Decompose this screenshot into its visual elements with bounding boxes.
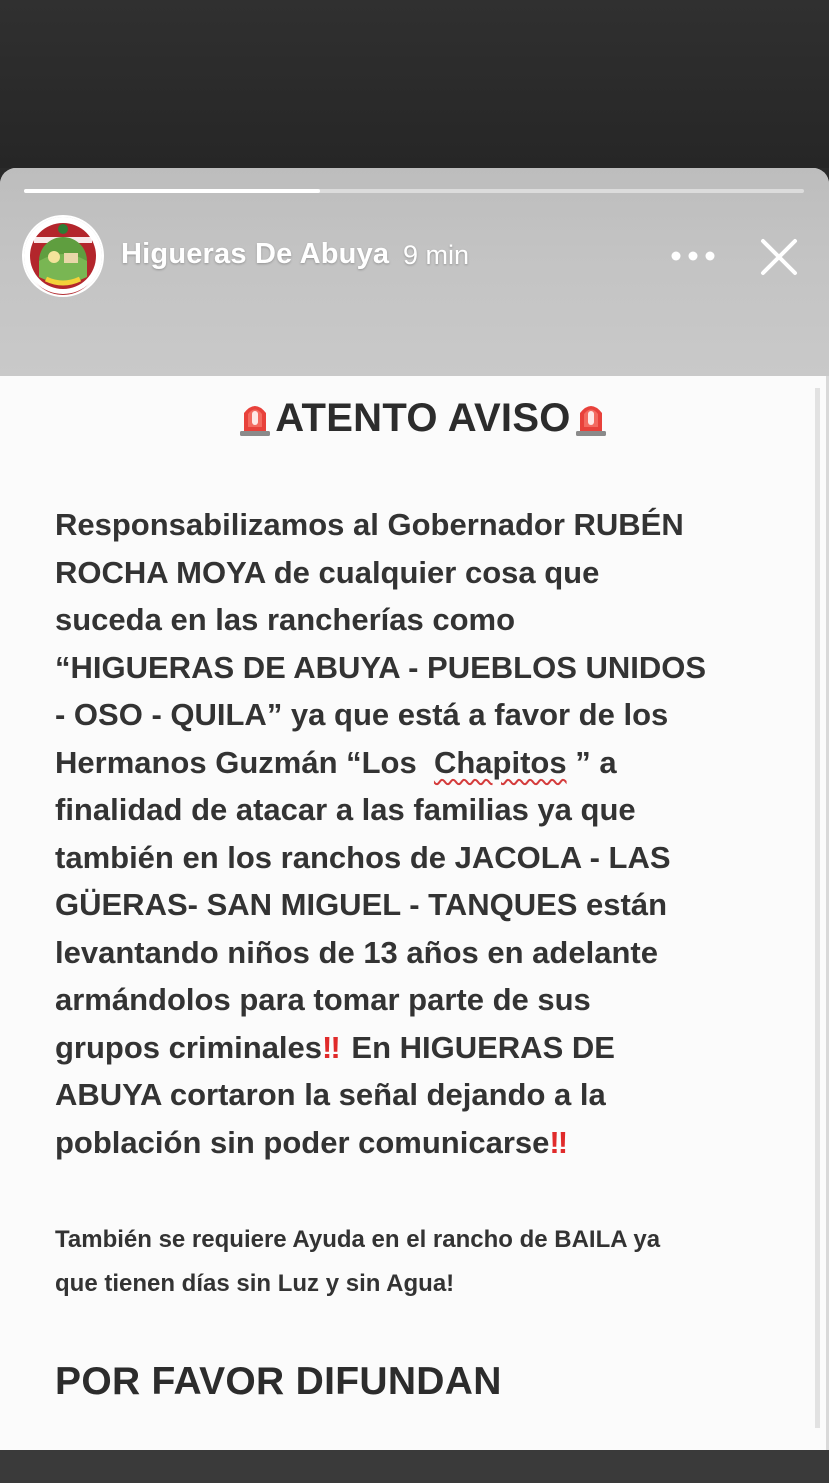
post-time: 9 min: [403, 240, 470, 270]
body-line: Responsabilizamos al Gobernador RUBÉN: [55, 507, 684, 542]
body-line: levantando niños de 13 años en adelante: [55, 934, 658, 970]
post-heading-text: ATENTO AVISO: [275, 396, 571, 440]
account-avatar[interactable]: [24, 217, 102, 295]
more-dots-icon[interactable]: [670, 246, 716, 266]
story-progress-fill: [24, 189, 320, 193]
story-progress-bar: [24, 189, 804, 193]
spellcheck-underlined-word: Chapitos: [433, 744, 567, 780]
body-text-segment: población sin poder comunicarse: [55, 1124, 550, 1160]
story-viewer[interactable]: [0, 168, 829, 1450]
body-text-segment: grupos criminales: [55, 1029, 323, 1065]
body-line: GÜERAS- SAN MIGUEL - TANQUES están: [55, 887, 668, 922]
body-line: [55, 739, 785, 787]
body-text-segment: Hermanos Guzmán “Los: [55, 744, 434, 780]
note-line: que tienen días sin Luz y sin Agua!: [55, 1270, 455, 1297]
body-line: ROCHA MOYA de cualquier cosa que: [55, 554, 600, 590]
body-text-segment: En HIGUERAS DE: [351, 1029, 615, 1065]
body-line: también en los ranchos de JACOLA - LAS: [55, 839, 671, 875]
siren-icon: [574, 397, 608, 437]
post-body: [55, 501, 785, 1166]
account-name[interactable]: Higueras De Abuya: [121, 238, 390, 270]
body-line: [55, 1119, 785, 1167]
body-line: finalidad de atacar a las familias ya que: [55, 792, 636, 827]
body-line: armándolos para tomar parte de sus: [55, 982, 591, 1017]
body-line: [55, 1024, 785, 1072]
story-header: [0, 168, 829, 376]
body-text-segment: ” a: [566, 744, 617, 780]
body-line: “HIGUERAS DE ABUYA - PUEBLOS UNIDOS: [55, 649, 707, 685]
post-heading: [0, 396, 829, 441]
body-line: - OSO - QUILA” ya que está a favor de los: [55, 697, 669, 732]
double-exclamation-icon: ‼: [322, 1029, 337, 1065]
double-exclamation-icon: ‼: [549, 1124, 565, 1160]
body-line: ABUYA cortaron la señal dejando a la: [55, 1077, 606, 1112]
bottom-background: [0, 1450, 829, 1483]
post-closing: POR FAVOR DIFUNDAN: [55, 1360, 502, 1403]
post-note: [55, 1218, 795, 1306]
note-line: También se requiere Ayuda en el rancho de BAILA ya: [55, 1226, 661, 1253]
siren-icon: [238, 397, 272, 437]
body-line: suceda en las rancherías como: [55, 602, 516, 637]
avatar-emblem-image: [24, 217, 102, 295]
close-icon[interactable]: [760, 238, 798, 276]
top-background: [0, 0, 829, 168]
card-scrollbar[interactable]: [815, 388, 820, 1428]
